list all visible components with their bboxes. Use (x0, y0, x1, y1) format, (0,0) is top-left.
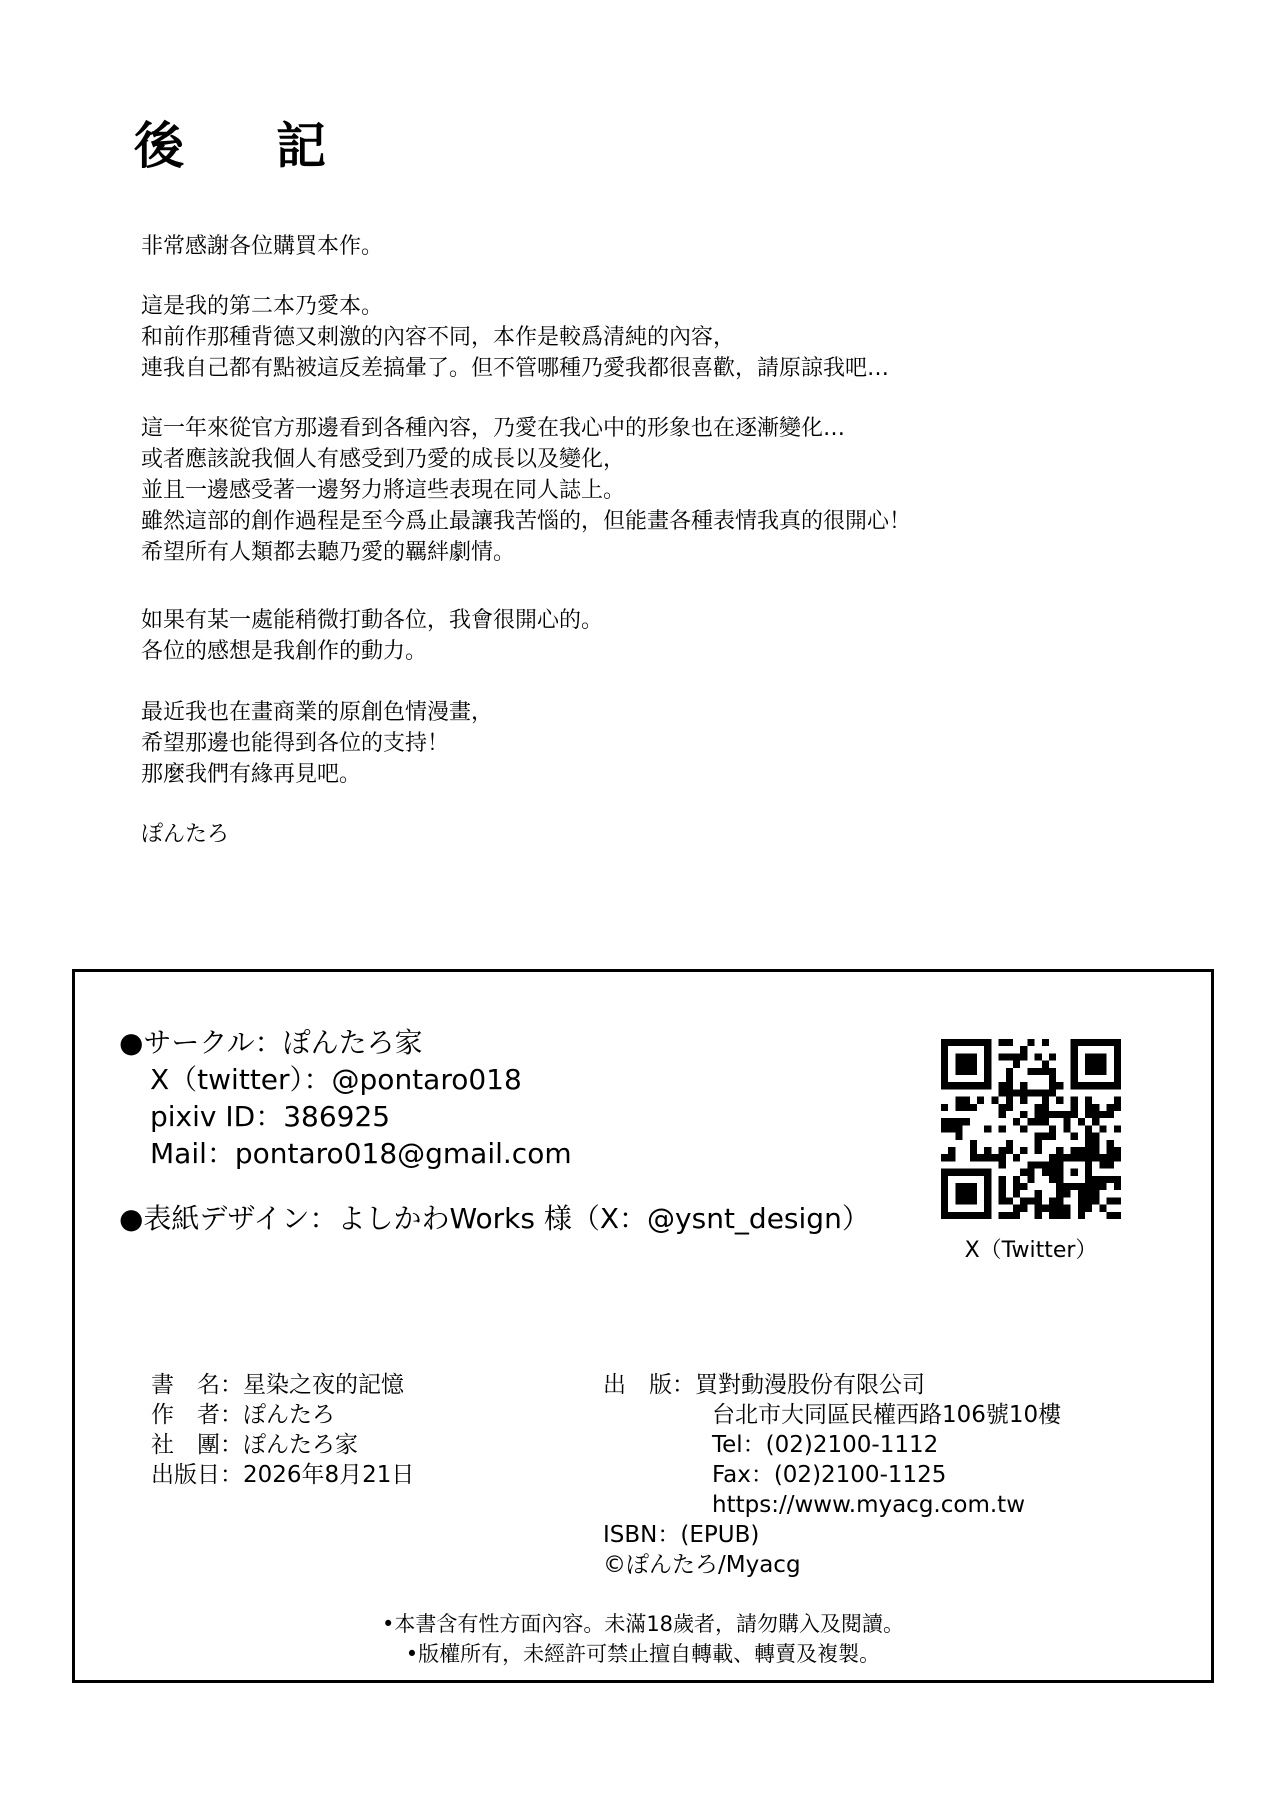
publisher-address: 台北市大同區民權西路106號10樓 (712, 1402, 1062, 1428)
info-box (72, 969, 1214, 1683)
circle-info (119, 1024, 572, 1172)
circle-name: ●サークル：ぽんたろ家 (119, 1026, 423, 1059)
text-line: 非常感謝各位購買本作。 (141, 234, 384, 259)
pixiv-id: pixiv ID：386925 (150, 1100, 391, 1133)
text-line: 各位的感想是我創作的動力。 (141, 639, 428, 664)
text-line: 希望那邊也能得到各位的支持！ (141, 731, 450, 756)
text-line: 那麼我們有緣再見吧。 (141, 762, 362, 787)
book-title: 書 名：星染之夜的記憶 (151, 1372, 404, 1398)
colophon-right (603, 1370, 1061, 1580)
text-line: 或者應該說我個人有感受到乃愛的成長以及變化， (141, 447, 626, 472)
mail-address: Mail：pontaro018@gmail.com (150, 1137, 572, 1170)
publish-date: 出版日：2026年8月21日 (151, 1462, 415, 1488)
copyright: ©ぽんたろ/Myacg (603, 1552, 801, 1578)
qr-code-icon (941, 1039, 1121, 1219)
twitter-handle: X（twitter）：@pontaro018 (150, 1063, 522, 1096)
colophon-left (151, 1370, 414, 1490)
paragraph-this-year (141, 413, 911, 568)
paragraph-farewell (141, 697, 493, 790)
text-line: 連我自己都有點被這反差搞暈了。但不管哪種乃愛我都很喜歡，請原諒我吧… (141, 356, 890, 381)
publisher-fax: Fax：(02)2100-1125 (712, 1462, 947, 1488)
text-line: 這一年來從官方那邊看到各種內容，乃愛在我心中的形象也在逐漸變化… (141, 416, 846, 441)
book-circle: 社 團：ぽんたろ家 (151, 1432, 358, 1458)
text-line: 並且一邊感受著一邊努力將這些表現在同人誌上。 (141, 478, 626, 503)
afterword-title-char-1: 後 (134, 117, 184, 175)
text-line: 這是我的第二本乃愛本。 (141, 294, 384, 319)
book-author: 作 者：ぽんたろ (151, 1402, 335, 1428)
afterword-title-char-2: 記 (276, 117, 326, 175)
text-line: 希望所有人類都去聽乃愛的羈絆劇情。 (141, 540, 516, 565)
legal-notices (75, 1609, 1211, 1669)
text-line: 雖然這部的創作過程是至今爲止最讓我苦惱的，但能畫各種表情我真的很開心！ (141, 509, 912, 534)
publisher-tel: Tel：(02)2100-1112 (712, 1432, 939, 1458)
text-line: 如果有某一處能稍微打動各位，我會很開心的。 (141, 608, 604, 633)
paragraph-second-book (141, 291, 889, 384)
qr-caption: X（Twitter） (964, 1238, 1098, 1263)
author-signature: ぽんたろ (141, 822, 230, 847)
paragraph-feedback (141, 605, 603, 667)
publisher: 出 版：買對動漫股份有限公司 (603, 1372, 925, 1398)
isbn: ISBN：(EPUB) (603, 1522, 760, 1548)
text-line: 最近我也在畫商業的原創色情漫畫， (141, 700, 494, 725)
paragraph-thanks (141, 231, 383, 262)
signature (141, 819, 229, 850)
text-line: 和前作那種背德又刺激的內容不同，本作是較爲清純的內容， (141, 325, 736, 350)
publisher-website: https://www.myacg.com.tw (712, 1492, 1026, 1518)
age-notice: •本書含有性方面內容。未滿18歲者，請勿購入及閱讀。 (381, 1612, 905, 1636)
copyright-notice: •版權所有，未經許可禁止擅自轉載、轉賣及複製。 (405, 1642, 881, 1666)
cover-design-credit: ●表紙デザイン：よしかわWorks 様（X：@ysnt_design） (119, 1202, 870, 1235)
